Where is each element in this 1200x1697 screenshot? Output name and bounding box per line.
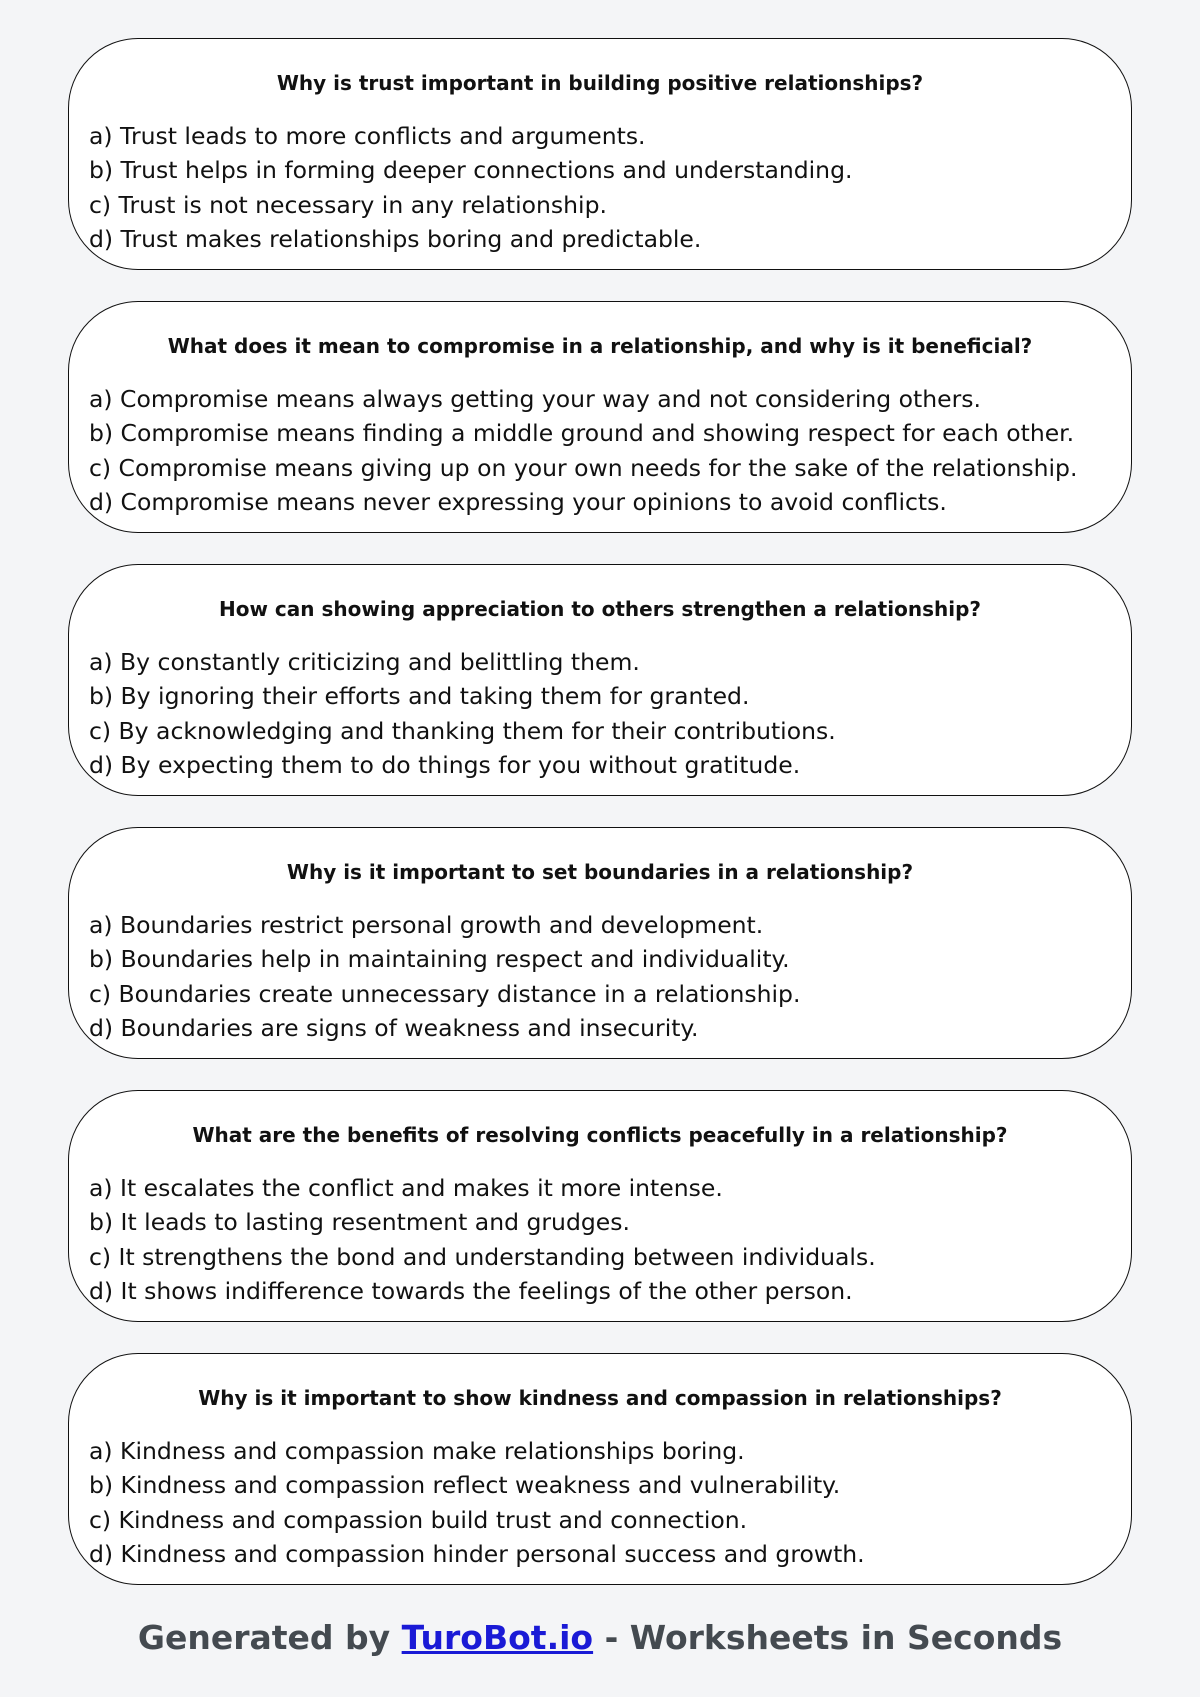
question-text: How can showing appreciation to others strengthen a relationship? xyxy=(219,597,981,621)
footer-credit xyxy=(0,1618,1200,1657)
question-text: Why is it important to set boundaries in a relationship? xyxy=(286,860,914,884)
question-card xyxy=(68,38,1132,270)
question-text: What are the benefits of resolving conflicts peacefully in a relationship? xyxy=(192,1123,1008,1147)
question-card xyxy=(68,301,1132,533)
answer-option: a) By constantly criticizing and belittling them. xyxy=(89,648,640,676)
question-text: What does it mean to compromise in a relationship, and why is it beneficial? xyxy=(167,334,1033,358)
answer-option: c) Trust is not necessary in any relationship. xyxy=(89,190,607,219)
footer-suffix: - Worksheets in Seconds xyxy=(593,1618,1063,1657)
answer-option: b) Compromise means finding a middle ground and showing respect for each other. xyxy=(89,419,1075,448)
question-card xyxy=(68,1353,1132,1585)
footer-prefix: Generated by xyxy=(137,1618,402,1657)
answer-options xyxy=(89,382,1131,519)
answer-option: c) It strengthens the bond and understanding between individuals. xyxy=(89,1242,876,1271)
answer-option: b) Kindness and compassion reflect weakness and vulnerability. xyxy=(89,1471,841,1500)
answer-option: b) Boundaries help in maintaining respect and individuality. xyxy=(89,945,790,974)
answer-option: d) By expecting them to do things for you without gratitude. xyxy=(89,750,801,779)
answer-option: c) By acknowledging and thanking them for their contributions. xyxy=(89,716,836,745)
question-text: Why is it important to show kindness and compassion in relationships? xyxy=(198,1386,1002,1410)
answer-option: d) Compromise means never expressing your opinions to avoid conflicts. xyxy=(89,487,947,516)
answer-options xyxy=(89,908,1131,1045)
answer-option: a) Boundaries restrict personal growth and development. xyxy=(89,911,764,939)
answer-options xyxy=(89,1171,1131,1308)
answer-option: d) Kindness and compassion hinder personal success and growth. xyxy=(89,1539,865,1568)
answer-option: a) Compromise means always getting your way and not considering others. xyxy=(89,385,981,413)
answer-option: c) Kindness and compassion build trust and connection. xyxy=(89,1505,748,1534)
answer-option: d) It shows indifference towards the feelings of the other person. xyxy=(89,1276,853,1305)
answer-options xyxy=(89,645,1131,782)
answer-option: b) It leads to lasting resentment and grudges. xyxy=(89,1208,630,1237)
answer-options xyxy=(89,119,1131,256)
answer-option: b) Trust helps in forming deeper connections and understanding. xyxy=(89,156,853,185)
question-card xyxy=(68,564,1132,796)
answer-option: b) By ignoring their efforts and taking them for granted. xyxy=(89,682,750,711)
answer-option: a) Kindness and compassion make relationships boring. xyxy=(89,1437,745,1465)
answer-option: d) Trust makes relationships boring and predictable. xyxy=(89,224,702,253)
question-text: Why is trust important in building positive relationships? xyxy=(276,71,924,95)
question-card xyxy=(68,827,1132,1059)
answer-option: c) Boundaries create unnecessary distance in a relationship. xyxy=(89,979,801,1008)
answer-option: c) Compromise means giving up on your own needs for the sake of the relationship. xyxy=(89,453,1078,482)
answer-option: a) It escalates the conflict and makes it more intense. xyxy=(89,1174,723,1202)
answer-option: a) Trust leads to more conflicts and arguments. xyxy=(89,122,646,150)
question-list xyxy=(68,38,1132,1616)
answer-option: d) Boundaries are signs of weakness and insecurity. xyxy=(89,1013,699,1042)
question-card xyxy=(68,1090,1132,1322)
turobot-link[interactable]: TuroBot.io xyxy=(401,1618,594,1657)
answer-options xyxy=(89,1434,1131,1571)
